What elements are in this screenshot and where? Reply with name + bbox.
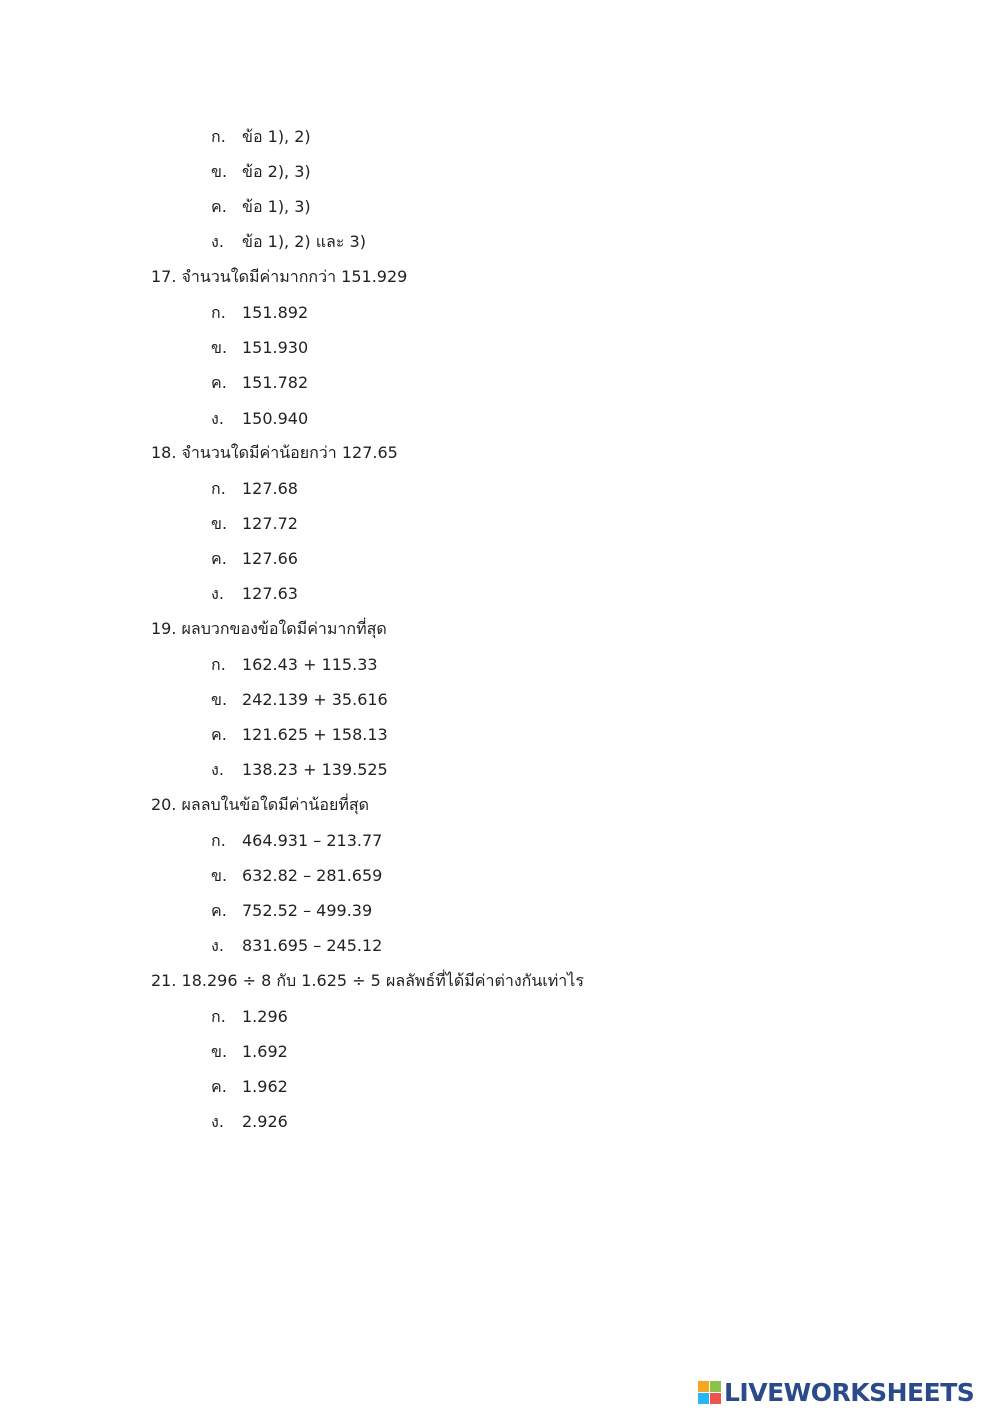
q17-choice-c[interactable]: [211, 372, 308, 394]
choice-text: 151.930: [242, 338, 309, 357]
q18-choice-a[interactable]: [211, 478, 298, 500]
choice-letter: ข.: [211, 866, 228, 885]
q19-choice-c[interactable]: [211, 724, 388, 746]
q17-choice-d[interactable]: [211, 408, 308, 430]
q20-choice-c[interactable]: [211, 900, 372, 922]
choice-text: 127.72: [242, 514, 298, 533]
choice-letter: ก.: [211, 479, 226, 498]
q20-choice-b[interactable]: [211, 865, 382, 887]
q19-choice-a[interactable]: [211, 654, 378, 676]
q20-choice-d[interactable]: [211, 935, 382, 957]
logo-mark-square: [698, 1393, 709, 1404]
question-20: 20. ผลลบในข้อใดมีค่าน้อยที่สุด: [151, 795, 370, 814]
q19-choice-d[interactable]: [211, 759, 388, 781]
choice-letter: ง.: [211, 936, 224, 955]
choice-text: 831.695 – 245.12: [242, 936, 383, 955]
choice-text: 162.43 + 115.33: [242, 655, 378, 674]
choice-letter: ง.: [211, 232, 224, 251]
choice-text: 127.68: [242, 479, 298, 498]
choice-text: 151.892: [242, 303, 309, 322]
logo-mark-square: [698, 1381, 709, 1392]
choice-letter: ข.: [211, 1042, 228, 1061]
choice-text: 1.296: [242, 1007, 288, 1026]
choice-text: 121.625 + 158.13: [242, 725, 388, 744]
choice-letter: ก.: [211, 303, 226, 322]
choice-text: ข้อ 1), 3): [242, 197, 311, 216]
choice-letter: ข.: [211, 338, 228, 357]
q20-choice-a[interactable]: [211, 830, 382, 852]
question-18: 18. จำนวนใดมีค่าน้อยกว่า 127.65: [151, 443, 398, 462]
choice-letter: ง.: [211, 1112, 224, 1131]
q19-choice-b[interactable]: [211, 689, 388, 711]
choice-letter: ง.: [211, 760, 224, 779]
prev-choice-a[interactable]: [211, 126, 311, 148]
choice-text: 127.66: [242, 549, 298, 568]
choice-letter: ง.: [211, 409, 224, 428]
choice-letter: ค.: [211, 549, 227, 568]
question-21: 21. 18.296 ÷ 8 กับ 1.625 ÷ 5 ผลลัพธ์ที่ได้มีค่าต่างกันเท่าไร: [151, 971, 584, 990]
choice-text: 1.692: [242, 1042, 288, 1061]
choice-letter: ก.: [211, 1007, 226, 1026]
choice-text: 242.139 + 35.616: [242, 690, 388, 709]
choice-text: ข้อ 1), 2) และ 3): [242, 232, 366, 251]
choice-text: 150.940: [242, 409, 309, 428]
logo-mark-icon: [698, 1381, 721, 1404]
choice-letter: ค.: [211, 373, 227, 392]
choice-letter: ข.: [211, 162, 228, 181]
choice-text: ข้อ 2), 3): [242, 162, 311, 181]
question-17: 17. จำนวนใดมีค่ามากกว่า 151.929: [151, 267, 408, 286]
choice-letter: ก.: [211, 127, 226, 146]
choice-letter: ค.: [211, 1077, 227, 1096]
choice-text: 138.23 + 139.525: [242, 760, 388, 779]
logo-mark-square: [710, 1381, 721, 1392]
prev-choice-c[interactable]: [211, 196, 311, 218]
q21-choice-c[interactable]: [211, 1076, 288, 1098]
choice-letter: ข.: [211, 514, 228, 533]
logo-mark-square: [710, 1393, 721, 1404]
choice-letter: ค.: [211, 901, 227, 920]
prev-choice-b[interactable]: [211, 161, 311, 183]
choice-text: 127.63: [242, 584, 298, 603]
q18-choice-b[interactable]: [211, 513, 298, 535]
q18-choice-c[interactable]: [211, 548, 298, 570]
choice-text: 464.931 – 213.77: [242, 831, 383, 850]
q17-choice-b[interactable]: [211, 337, 308, 359]
choice-text: ข้อ 1), 2): [242, 127, 311, 146]
choice-text: 151.782: [242, 373, 309, 392]
question-19: 19. ผลบวกของข้อใดมีค่ามากที่สุด: [151, 619, 387, 638]
choice-text: 632.82 – 281.659: [242, 866, 383, 885]
prev-choice-d[interactable]: [211, 231, 366, 253]
q18-choice-d[interactable]: [211, 583, 298, 605]
choice-letter: ค.: [211, 197, 227, 216]
q21-choice-a[interactable]: [211, 1006, 288, 1028]
choice-text: 1.962: [242, 1077, 288, 1096]
choice-letter: ก.: [211, 655, 226, 674]
choice-letter: ก.: [211, 831, 226, 850]
choice-text: 2.926: [242, 1112, 288, 1131]
logo-text: LIVEWORKSHEETS: [724, 1378, 975, 1407]
choice-text: 752.52 – 499.39: [242, 901, 373, 920]
choice-letter: ค.: [211, 725, 227, 744]
choice-letter: ข.: [211, 690, 228, 709]
q17-choice-a[interactable]: [211, 302, 308, 324]
liveworksheets-logo[interactable]: [698, 1378, 974, 1407]
choice-letter: ง.: [211, 584, 224, 603]
q21-choice-b[interactable]: [211, 1041, 288, 1063]
q21-choice-d[interactable]: [211, 1111, 288, 1133]
